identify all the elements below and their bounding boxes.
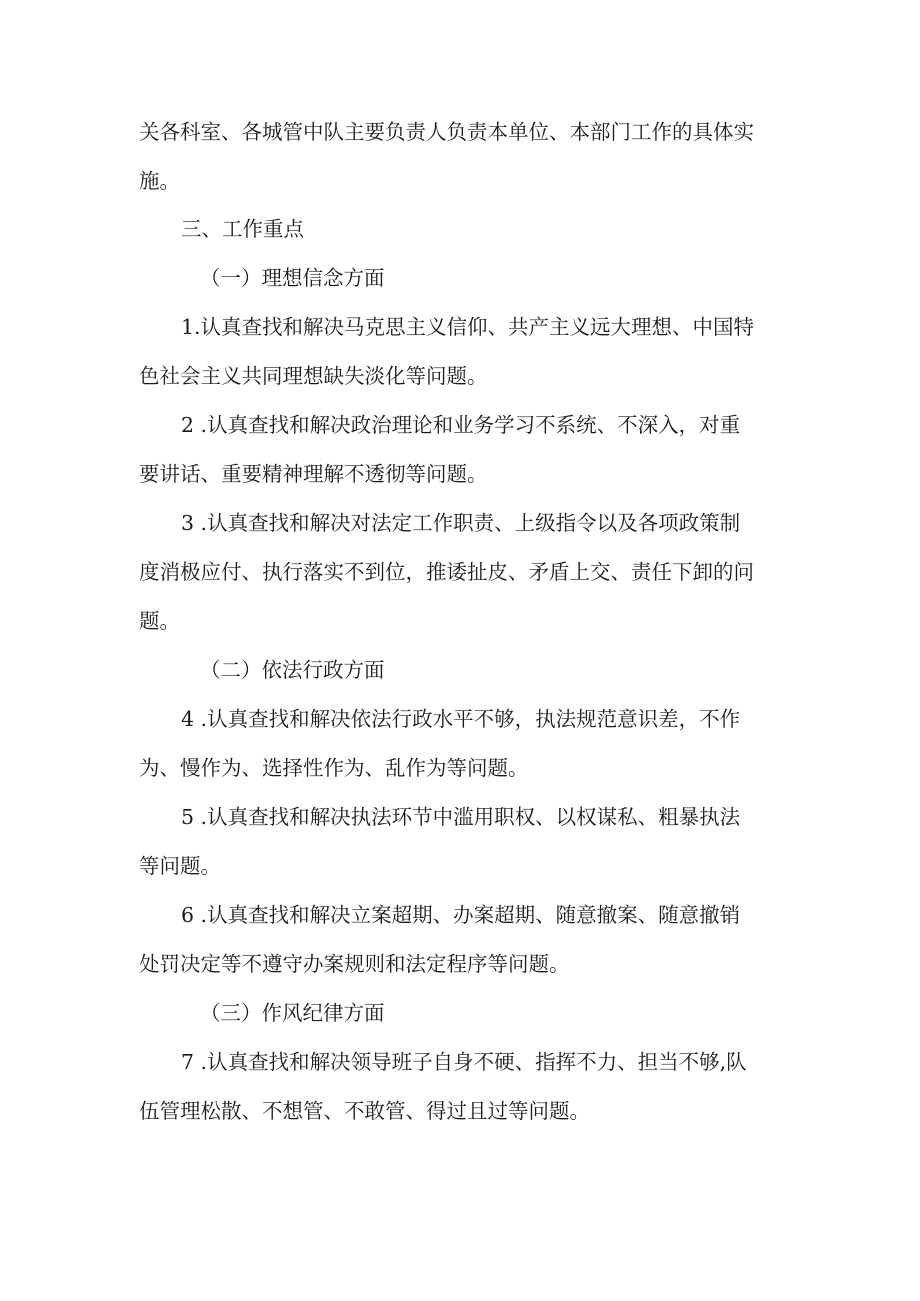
list-item-line: 5 .认真查找和解决执法环节中滥用职权、以权谋私、粗暴执法 (181, 805, 741, 829)
list-item-line: 1.认真查找和解决马克思主义信仰、共产主义远大理想、中国特 (181, 315, 755, 339)
list-item-line: 处罚决定等不遵守办案规则和法定程序等问题。 (139, 952, 570, 976)
list-item-line: 伍管理松散、不想管、不敢管、得过且过等问题。 (139, 1099, 590, 1123)
list-item-line: 4 .认真查找和解决依法行政水平不够，执法规范意识差，不作 (181, 707, 741, 731)
list-item-line: 为、慢作为、选择性作为、乱作为等问题。 (139, 756, 529, 780)
subsection-heading: （三）作风纪律方面 (200, 1001, 385, 1025)
list-item-line: 要讲话、重要精神理解不透彻等问题。 (139, 462, 488, 486)
list-item-line: 3 .认真查找和解决对法定工作职责、上级指令以及各项政策制 (181, 511, 741, 535)
list-item-line: 2 .认真查找和解决政治理论和业务学习不系统、不深入，对重 (181, 413, 741, 437)
paragraph-line: 关各科室、各城管中队主要负责人负责本单位、本部门工作的具体实 (139, 120, 754, 144)
paragraph-line: 施。 (139, 169, 180, 193)
section-heading: 三、工作重点 (181, 217, 304, 241)
list-item-line: 色社会主义共同理想缺失淡化等问题。 (139, 364, 488, 388)
list-item-line: 度消极应付、执行落实不到位，推诿扯皮、矛盾上交、责任下卸的问 (139, 560, 754, 584)
subsection-heading: （二）依法行政方面 (200, 658, 385, 682)
list-item-line: 6 .认真查找和解决立案超期、办案超期、随意撤案、随意撤销 (181, 903, 741, 927)
subsection-heading: （一）理想信念方面 (200, 266, 385, 290)
list-item-line: 等问题。 (139, 854, 221, 878)
list-item-line: 7 .认真查找和解决领导班子自身不硬、指挥不力、担当不够,队 (181, 1050, 747, 1074)
list-item-line: 题。 (139, 609, 180, 633)
